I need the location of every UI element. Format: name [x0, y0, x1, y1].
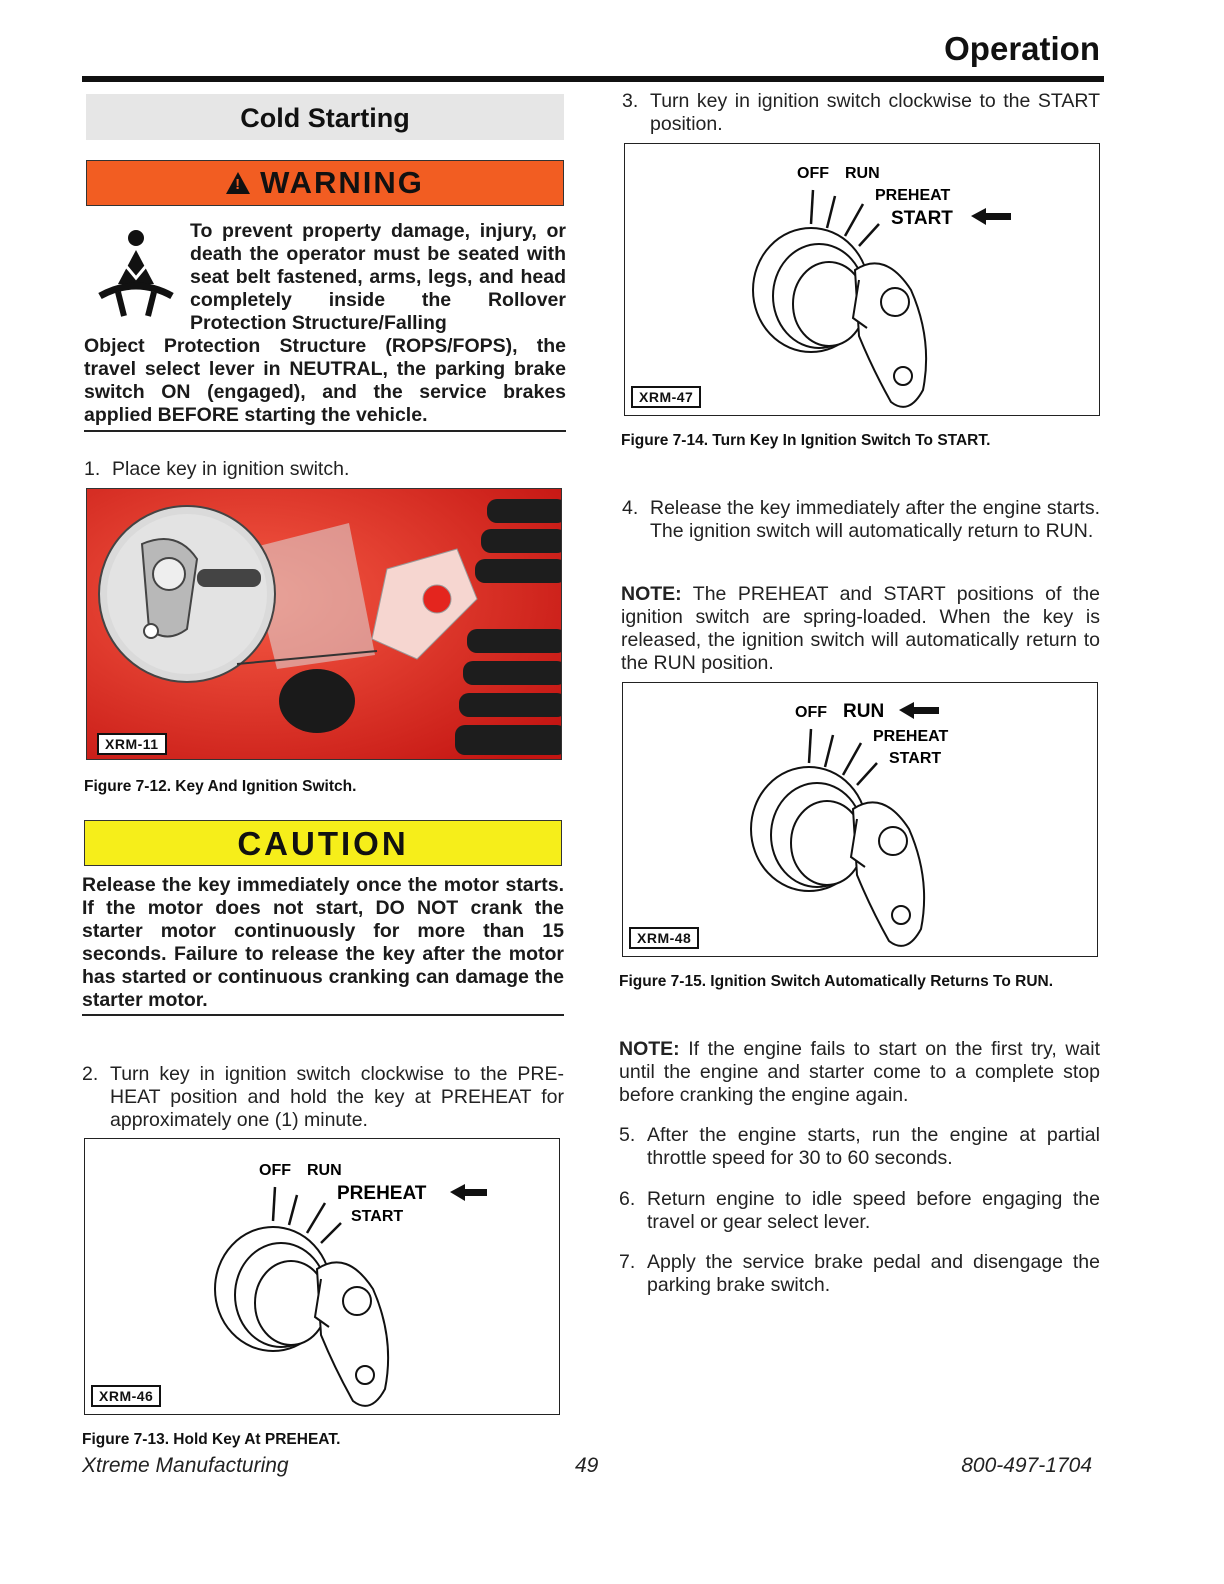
page-header-title: Operation	[944, 30, 1100, 67]
figure-7-13-box	[84, 1138, 560, 1415]
warning-triangle-icon	[226, 172, 250, 194]
step-3	[622, 90, 1100, 136]
step-text: Apply the service brake pedal and disengage the parking brake switch.	[647, 1251, 1100, 1296]
note-label: NOTE:	[619, 1038, 680, 1060]
warning-text-indented: To prevent property damage, injury, or death the operator must be seated with seat belt fastened, arms, legs, and head completely inside the Rollover Protection Structure/Falling	[190, 220, 566, 334]
step-6	[619, 1188, 1100, 1234]
arrow-icon	[971, 208, 1011, 225]
note-text: The PREHEAT and START positions of the ignition switch are spring-loaded. When the key is released, the ignition switch will automatically return to the RUN position.	[621, 583, 1100, 674]
figure-7-14-caption: Figure 7-14. Turn Key In Ignition Switch To START.	[621, 432, 991, 449]
label-preheat: PREHEAT	[873, 728, 949, 745]
warning-label: WARNING	[260, 165, 424, 200]
step-2	[82, 1063, 564, 1132]
step-number: 5.	[619, 1124, 636, 1146]
figure-tag: XRM-46	[91, 1385, 161, 1407]
figure-tag: XRM-48	[629, 927, 699, 949]
section-title: Cold Starting	[86, 94, 564, 140]
caution-bottom-rule	[82, 1014, 564, 1016]
label-off: OFF	[259, 1162, 291, 1179]
caution-text: Release the key immediately once the motor starts. If the motor does not start, DO NOT crank the starter motor continuously for more than 15 seconds. Failure to release the key after the motor has started or continuous cranking can damage the starter motor.	[82, 874, 564, 1011]
figure-tag: XRM-11	[97, 733, 167, 755]
step-number: 4.	[622, 497, 639, 519]
note-spring-loaded	[621, 583, 1100, 675]
label-off: OFF	[797, 165, 829, 182]
figure-7-15-caption: Figure 7-15. Ignition Switch Automatically Returns To RUN.	[619, 973, 1054, 990]
label-off: OFF	[795, 704, 827, 721]
figure-tag: XRM-47	[631, 386, 701, 408]
step-5	[619, 1124, 1100, 1170]
label-run: RUN	[845, 165, 880, 182]
step-text: Release the key immediately after the engine starts. The ignition switch will automatically return to RUN.	[650, 497, 1100, 542]
step-text: Return engine to idle speed before engaging the travel or gear select lever.	[647, 1188, 1100, 1233]
step-number: 3.	[622, 90, 639, 112]
arrow-icon	[450, 1184, 487, 1201]
figure-7-12-caption: Figure 7-12. Key And Ignition Switch.	[84, 778, 357, 795]
step-number: 7.	[619, 1251, 636, 1273]
footer-phone: 800-497-1704	[961, 1454, 1092, 1477]
figure-7-14-box	[624, 143, 1100, 416]
step-number: 2.	[82, 1063, 99, 1085]
figure-7-15-box	[622, 682, 1098, 957]
arrow-icon	[899, 702, 939, 719]
header-rule	[82, 76, 1104, 82]
step-number: 1.	[84, 458, 101, 480]
label-preheat: PREHEAT	[337, 1183, 427, 1204]
figure-7-12-photo	[86, 488, 562, 760]
step-4	[622, 497, 1100, 543]
warning-banner	[86, 160, 564, 206]
step-text: Place key in ignition switch.	[112, 458, 350, 480]
footer-company: Xtreme Manufacturing	[82, 1454, 289, 1477]
note-text: If the engine fails to start on the first try, wait until the engine and starter come to a complete stop before cranking the engine again.	[619, 1038, 1101, 1106]
ignition-switch-diagram	[85, 1139, 561, 1416]
caution-banner: CAUTION	[84, 820, 562, 866]
label-preheat: PREHEAT	[875, 187, 951, 204]
label-run: RUN	[843, 701, 885, 722]
footer-page-number: 49	[575, 1454, 599, 1477]
ignition-switch-diagram	[625, 144, 1101, 417]
ignition-switch-photo	[87, 489, 562, 760]
step-number: 6.	[619, 1188, 636, 1210]
ignition-switch-diagram	[623, 683, 1099, 958]
step-7	[619, 1251, 1100, 1297]
note-retry	[619, 1038, 1100, 1107]
label-start: START	[889, 750, 942, 767]
note-label: NOTE:	[621, 583, 682, 605]
warning-bottom-rule	[84, 430, 566, 432]
step-text: After the engine starts, run the engine at partial throttle speed for 30 to 60 seconds.	[647, 1124, 1100, 1169]
figure-7-13-caption: Figure 7-13. Hold Key At PREHEAT.	[82, 1431, 341, 1448]
seated-operator-icon	[96, 226, 176, 326]
step-1	[84, 458, 564, 481]
step-text: Turn key in ignition switch clockwise to the PRE-HEAT position and hold the key at PREHEAT for approximately one (1) minute.	[110, 1063, 564, 1131]
warning-text-full: Object Protection Structure (ROPS/FOPS), the travel select lever in NEUTRAL, the parking brake switch ON (engaged), and the service brakes applied BEFORE starting the vehicle.	[84, 335, 566, 426]
step-text: Turn key in ignition switch clockwise to the START position.	[650, 90, 1100, 135]
label-run: RUN	[307, 1162, 342, 1179]
label-start: START	[351, 1208, 404, 1225]
label-start: START	[891, 208, 953, 229]
